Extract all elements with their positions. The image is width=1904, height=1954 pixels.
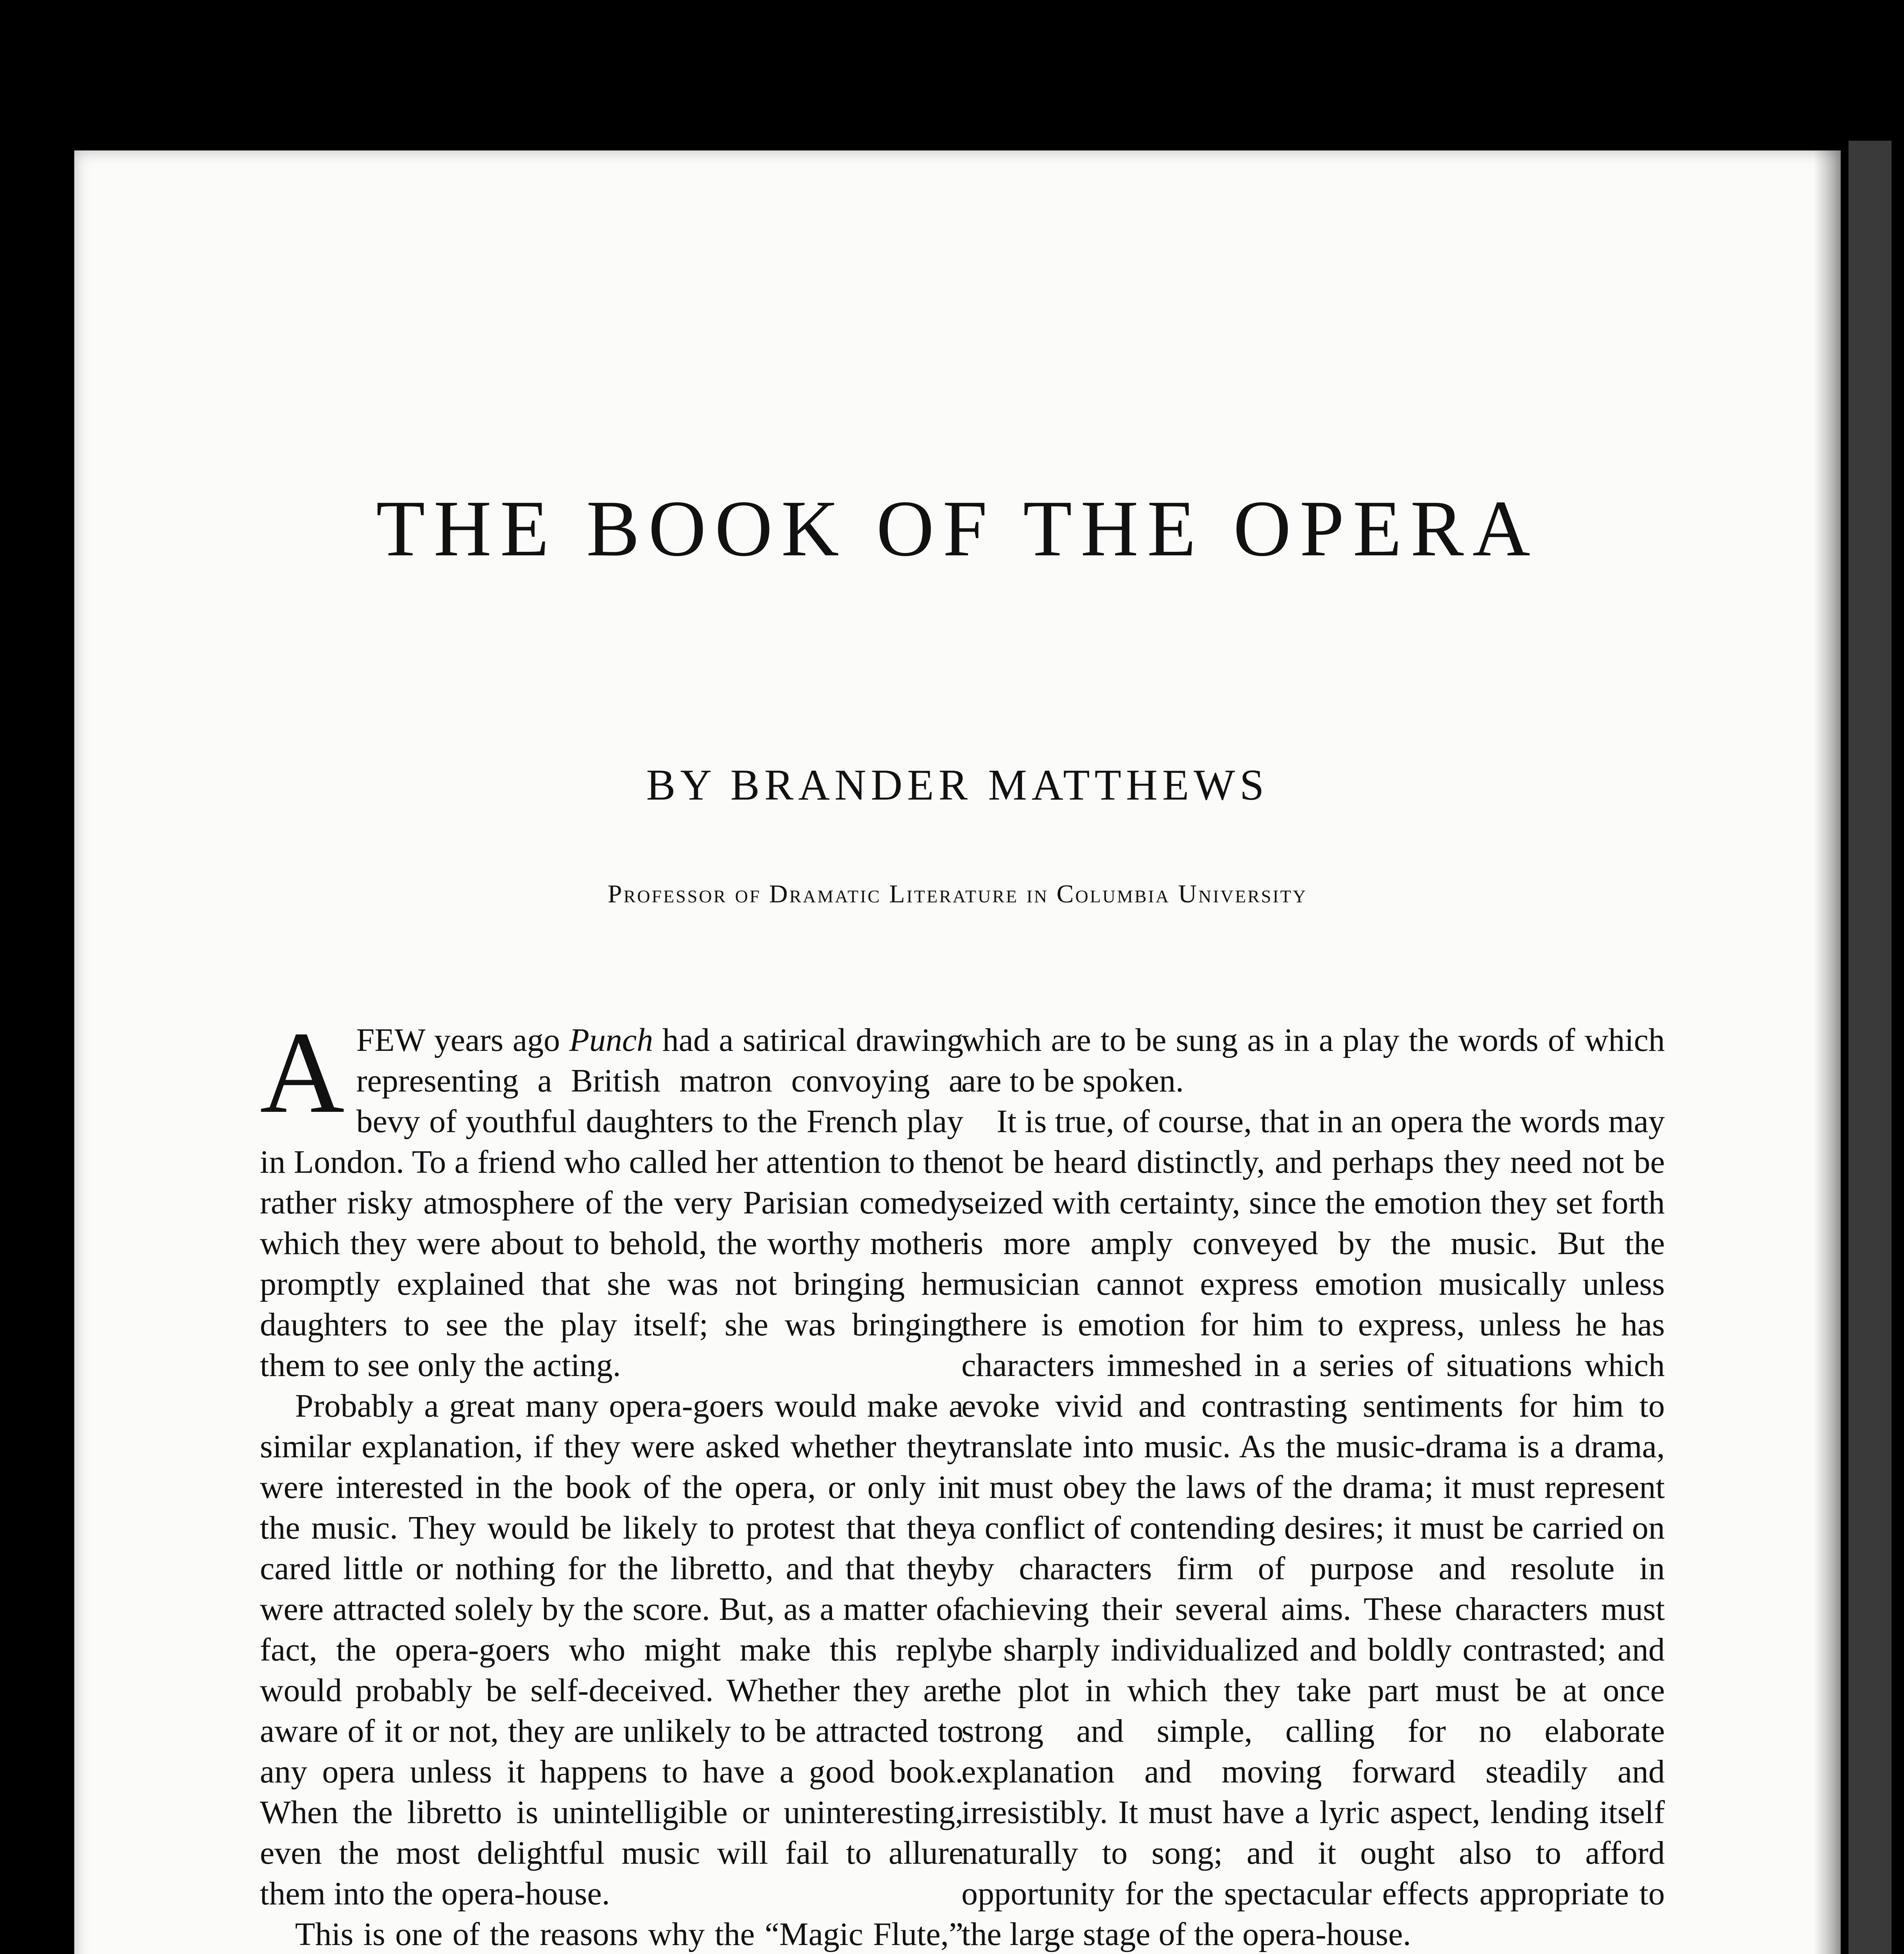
author-affiliation: Professor of Dramatic Literature in Columbia University [607, 880, 1308, 908]
opening-paragraph [260, 1007, 964, 1386]
article-byline: BY BRANDER MATTHEWS [646, 761, 1269, 809]
paragraph-text: had a satirical drawing representing a British matron convoying a bevy of youthful daughters to the French play in London. To a friend who called her attention to the rather risky atmosphere of the very Parisian comedy which they were about to behold, the worthy mother promptly explained that she was not bringing her daughters to see the play itself; she was bringing them to see only the acting. [260, 1022, 964, 1383]
paragraph: It is true, of course, that in an opera the words may not be heard distinctly, and perhaps they need not be seized with certainty, since the emotion they set forth is more amply conveyed by the music. But the musician cannot express emotion musically unless there is emotion for him to express, unless he has characters immeshed in a series of situations which evoke vivid and contrasting sentiments for him to translate into music. As the music-drama is a drama, it must obey the laws of the drama; it must represent a conflict of contending desires; it must be carried on by characters firm of purpose and resolute in achieving their several aims. These characters must be sharply individualized and boldly contrasted; and the plot in which they take part must be at once strong and simple, calling for no elaborate explanation and moving forward steadily and irresistibly. It must have a lyric aspect, lending itself naturally to song; and it ought also to afford opportunity for the spectacular effects appropriate to the large stage of the opera-house. [961, 1103, 1665, 1952]
page-gutter-shadow [1813, 150, 1841, 1954]
text-column-left [260, 1007, 964, 1954]
punch-italic: Punch [569, 1022, 653, 1058]
adjacent-page-edge [1849, 141, 1891, 1954]
paragraph-continued: which are to be sung as in a play the words of which are to be spoken. [961, 1022, 1665, 1099]
magazine-page [74, 150, 1841, 1954]
article-title: THE BOOK OF THE OPERA [376, 484, 1539, 573]
paragraph: Probably a great many opera-goers would make a similar explanation, if they were asked whether they were interested in the book of the opera, or only in the music. They would be likely to protest that they cared little or nothing for the libretto, and that they were attracted solely by the score. But, as a matter of fact, the opera-goers who might make this reply would probably be self-deceived. Whether they are aware of it or not, they are unlikely to be attracted to any opera unless it happens to have a good book. When the libretto is unintelligible or uninteresting, even the most delightful music will fail to allure them into the opera-house. [260, 1388, 963, 1912]
lead-words: FEW years ago [356, 1022, 569, 1058]
drop-cap: A [260, 1007, 345, 1137]
paragraph: This is one of the reasons why the “Magic Flute,” [295, 1916, 963, 1952]
text-column-right [961, 1020, 1665, 1954]
